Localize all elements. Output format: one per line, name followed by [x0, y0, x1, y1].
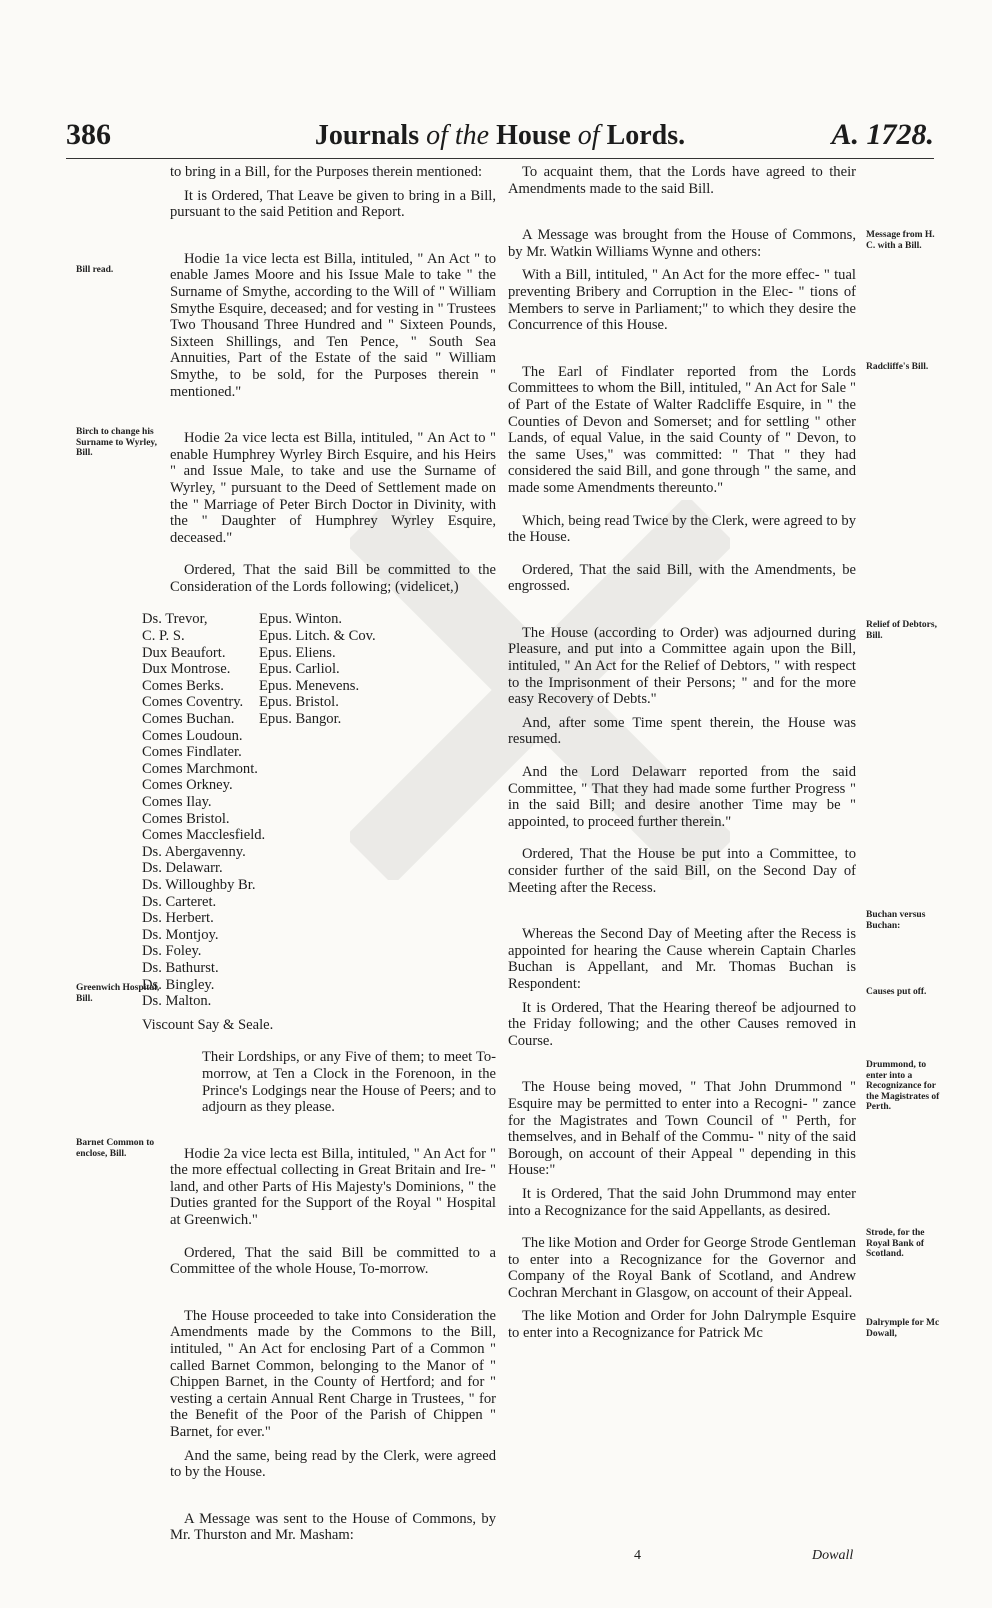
- margin-note-bill-read: Bill read.: [76, 265, 114, 275]
- page-header: [66, 118, 934, 162]
- header-rule: [66, 158, 934, 159]
- lord-name: Ds. Delawarr.: [142, 860, 223, 877]
- paragraph: Ordered, That the said Bill, with the Amendments, be engrossed.: [508, 561, 856, 595]
- journal-title: Journals of the House of Lords.: [314, 120, 686, 151]
- lord-name: Ds. Malton.: [142, 993, 212, 1010]
- margin-note-message: Message from H. C. with a Bill.: [866, 230, 935, 251]
- margin-note-buchan: Buchan versus Buchan:: [866, 910, 926, 931]
- paragraph: Whereas the Second Day of Meeting after the Recess is appointed for hearing the Cause wherein Captain Charles Buchan is Appellant, and Mr. Thomas Buchan is Respondent:: [508, 926, 856, 992]
- lord-name: Comes Buchan.: [142, 711, 235, 728]
- signature-mark: 4: [634, 1548, 641, 1563]
- lords-column-bishops: [259, 611, 377, 727]
- right-column: [508, 164, 856, 1342]
- margin-note-strode: Strode, for the Royal Bank of Scotland.: [866, 1228, 925, 1259]
- lords-column-barons: [142, 844, 262, 1010]
- lord-name: C. P. S.: [142, 628, 185, 645]
- year: A. 1728.: [831, 118, 934, 151]
- lord-name: Ds. Abergavenny.: [142, 843, 246, 860]
- margin-note-dalrymple: Dalrymple for Mc Dowall,: [866, 1318, 940, 1339]
- left-column: [142, 164, 496, 1544]
- paragraph: A Message was brought from the House of Commons, by Mr. Watkin Williams Wynne and others:: [508, 227, 856, 260]
- lord-name: Epus. Carliol.: [259, 661, 340, 678]
- lord-name: Dux Beaufort.: [142, 644, 226, 661]
- lord-name: Ds. Montjoy.: [142, 926, 219, 943]
- lord-name: Comes Findlater.: [142, 744, 242, 761]
- paragraph: And the Lord Delawarr reported from the said Committee, " That they had made some further Progress " in the said Bill; and desire another Time may be " appointed, to proceed further therein.": [508, 764, 856, 830]
- paragraph: Which, being read Twice by the Clerk, were agreed to by the House.: [508, 512, 856, 546]
- lord-name: Ds. Trevor,: [142, 611, 208, 628]
- margin-note-relief: Relief of Debtors, Bill.: [866, 620, 937, 641]
- page-number: 386: [66, 118, 111, 151]
- lord-name: Ds. Bathurst.: [142, 959, 219, 976]
- lord-name: Ds. Bingley.: [142, 976, 215, 993]
- lord-name: Epus. Litch. & Cov.: [259, 628, 376, 645]
- paragraph: The House proceeded to take into Consideration the Amendments made by the Commons to the Bill, intituled, " An Act for enclosing Part of a Common " called Barnet Common, belonging to the Manor of " Chippen Barnet, in the County of Hertford; and for " vesting a certain Annual Rent Charge in Trustees, " for the Benefit of the Poor of the Parish of Chippen " Barnet, for ever.": [170, 1307, 496, 1440]
- paragraph: Ordered, That the said Bill be committed to the Consideration of the Lords following; (videlicet,): [170, 562, 496, 595]
- lords-column-temporal: [142, 611, 266, 844]
- paragraph: The like Motion and Order for George Strode Gentleman to enter into a Recognizance for the Governor and Company of the Royal Bank of Scotland, and Andrew Cochran Merchant in Glasgow, on account of their Appeal.: [508, 1235, 856, 1301]
- paragraph: The Earl of Findlater reported from the Lords Committees to whom the Bill, intituled, " An Act for Sale " of Part of the Estate of Walter Radcliffe Esquire, in " the Counties of Devon and Somerset; and for settling " other Lands, of equal Value, in the said County of " Devon, to the same Uses," was committed: " That " they had considered the said Bill, and gone through " the same, and made some Amendments thereunto.": [508, 363, 856, 496]
- lord-name: Comes Macclesfield.: [142, 827, 266, 844]
- margin-note-barnet: Barnet Common to enclose, Bill.: [76, 1138, 155, 1159]
- margin-note-greenwich: Greenwich Hospital, Bill.: [76, 983, 160, 1004]
- paragraph: Hodie 1a vice lecta est Billa, intituled, " An Act " to enable James Moore and his Issue Male to take " the Surname of Smythe, according to the Will of " William Smythe Esquire, deceased; and for vesting in " Trustees Two Thousand Three Hundred and " Sixteen Pounds, Sixteen Shillings, and Ten Pence, " South Sea Annuities, Part of the Estate of the said " William Smythe, to be sold, for the Purposes therein " mentioned.": [170, 250, 496, 400]
- paragraph: And the same, being read by the Clerk, were agreed to by the House.: [170, 1447, 496, 1481]
- paragraph: It is Ordered, That the said John Drummond may enter into a Recognizance for the said Appellants, as desired.: [508, 1185, 856, 1219]
- margin-note-drummond: Drummond, to enter into a Recognizance for the Magistrates of Perth.: [866, 1060, 940, 1112]
- paragraph: Hodie 2a vice lecta est Billa, intituled, " An Act for " the more effectual collecting in Great Britain and Ire- " land, and other Parts of His Majesty's Dominions, " the Duties granted for the Support of the Royal " Hospital at Greenwich.": [170, 1145, 496, 1229]
- paragraph: A Message was sent to the House of Commons, by Mr. Thurston and Mr. Masham:: [170, 1510, 496, 1544]
- paragraph: The like Motion and Order for John Dalrymple Esquire to enter into a Recognizance for Patrick Mc: [508, 1308, 856, 1342]
- paragraph: to bring in a Bill, for the Purposes therein mentioned:: [170, 164, 483, 180]
- lord-name: Comes Orkney.: [142, 777, 233, 794]
- viscount-line: Viscount Say & Seale.: [142, 1016, 274, 1033]
- margin-note-causes: Causes put off.: [866, 987, 927, 997]
- lord-name: Comes Berks.: [142, 677, 224, 694]
- lords-committee-list: [142, 611, 496, 1009]
- lord-name: Ds. Carteret.: [142, 893, 217, 910]
- paragraph: It is Ordered, That Leave be given to bring in a Bill, pursuant to the said Petition and Report.: [170, 187, 496, 221]
- lord-name: Epus. Winton.: [259, 611, 343, 628]
- paragraph: With a Bill, intituled, " An Act for the more effec- " tual preventing Bribery and Corruption in the Elec- " tions of Members to serve in Parliament;" to which they desire the Concurrence of this House.: [508, 267, 856, 334]
- paragraph: Hodie 2a vice lecta est Billa, intituled, " An Act to " enable Humphrey Wyrley Birch Esquire, and his Heirs " and Issue Male, to take and use the Surname of Wyrley, " pursuant to the Deed of Settlement made on the " Marriage of Peter Birch Doctor in Divinity, with the " Daughter of Humphrey Wyrley Esquire, deceased.": [170, 430, 496, 546]
- lord-name: Ds. Foley.: [142, 943, 202, 960]
- lord-name: Epus. Bangor.: [259, 711, 342, 728]
- lord-name: Comes Marchmont.: [142, 760, 258, 777]
- paragraph: The House (according to Order) was adjourned during Pleasure, and put into a Committee again upon the Bill, intituled, " An Act for the Relief of Debtors, " with respect to the Imprisonment of their Persons; " and for the more easy Recovery of Debts.": [508, 624, 856, 708]
- lord-name: Comes Ilay.: [142, 794, 212, 810]
- paragraph: Their Lordships, or any Five of them; to meet To-morrow, at Ten a Clock in the Forenoon, in the Prince's Lodgings near the House of Peers; and to adjourn as they please.: [202, 1049, 496, 1116]
- lord-name: Ds. Herbert.: [142, 910, 214, 927]
- paragraph: It is Ordered, That the Hearing thereof be adjourned to the Friday following; and the other Causes removed in Course.: [508, 999, 856, 1049]
- paragraph: Ordered, That the House be put into a Committee, to consider further of the said Bill, on the Second Day of Meeting after the Recess.: [508, 846, 856, 896]
- paragraph: The House being moved, " That John Drummond " Esquire may be permitted to enter into a Recogni- " zance for the Magistrates and Town Council of " Perth, for themselves, and in Behalf of the Commu- " nity of the said Borough, on account of their Appeal " depending in this House:": [508, 1079, 856, 1179]
- paragraph: To acquaint them, that the Lords have agreed to their Amendments made to the said Bill.: [508, 164, 856, 197]
- paragraph: And, after some Time spent therein, the House was resumed.: [508, 714, 856, 748]
- paragraph: Ordered, That the said Bill be committed to a Committee of the whole House, To-morrow.: [170, 1244, 496, 1278]
- margin-note-birch: Birch to change his Surname to Wyrley, Bill.: [76, 427, 158, 458]
- lord-name: Epus. Menevens.: [259, 677, 360, 694]
- catchword: Dowall: [812, 1548, 854, 1563]
- lord-name: Epus. Eliens.: [259, 644, 336, 661]
- lord-name: Comes Coventry.: [142, 694, 244, 711]
- margin-note-radcliffe: Radcliffe's Bill.: [866, 362, 929, 372]
- lord-name: Ds. Willoughby Br.: [142, 876, 256, 893]
- lord-name: Comes Bristol.: [142, 810, 230, 827]
- lord-name: Comes Loudoun.: [142, 727, 243, 744]
- lord-name: Epus. Bristol.: [259, 694, 339, 711]
- lord-name: Dux Montrose.: [142, 661, 231, 678]
